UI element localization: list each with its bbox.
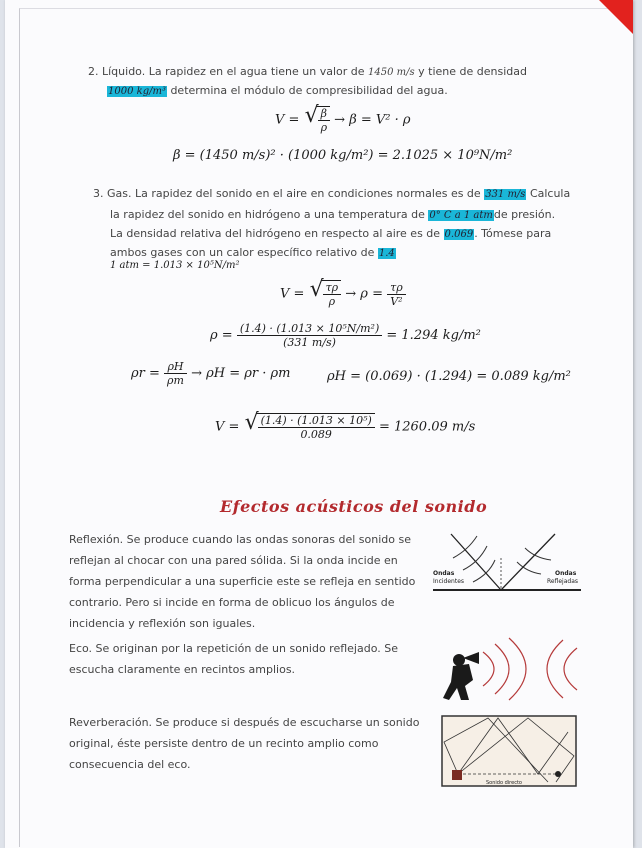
problem-3-text-g: ambos gases con un calor específico relativo de xyxy=(110,246,375,259)
sound-source xyxy=(452,770,462,780)
echo-waves xyxy=(483,638,577,700)
eq-mid: → ρ = xyxy=(345,286,383,302)
eq-lhs: V = xyxy=(215,419,240,435)
problem-2-equation-2: β = (1450 m/s)² · (1000 kg/m²) = 2.1025 × 10⁹N/m² xyxy=(173,148,513,163)
eco-line-2: escucha claramente en recintos amplios. xyxy=(69,663,296,676)
problem-3-density-highlight: 0.069 xyxy=(444,229,474,240)
reflexion-line-2: reflejan al chocar con una pared sólida. Si la onda incide en xyxy=(69,554,398,567)
problem-2-line-2 xyxy=(107,81,448,101)
reflexion-line-3: forma perpendicular a una superficie este se refleja en sentido xyxy=(69,575,416,588)
listener xyxy=(555,771,561,777)
denominator: ρ xyxy=(320,121,328,134)
denominator: ρm xyxy=(167,374,184,387)
fig-label-right-2: Reflejadas xyxy=(547,578,579,585)
eq-rhs: = 1.294 kg/m² xyxy=(386,328,481,343)
reflexion-line-5: incidencia y reflexión son iguales. xyxy=(69,617,256,630)
reverberacion-line-2: original, éste persiste dentro de un recinto amplio como xyxy=(69,737,379,750)
problem-2-line-1 xyxy=(88,62,527,82)
problem-3-text-d: de presión. xyxy=(493,208,556,221)
sqrt xyxy=(321,280,342,308)
eq-rhs: → ρH = ρr · ρm xyxy=(191,366,291,381)
fraction xyxy=(237,322,382,349)
problem-3-gamma-highlight: 1.4 xyxy=(378,248,395,259)
section-title: Efectos acústicos del sonido xyxy=(220,497,488,516)
eq-lhs: ρ = xyxy=(210,328,233,343)
denominator: ρ xyxy=(328,295,336,308)
fraction xyxy=(323,281,342,308)
numerator: ρH xyxy=(164,360,187,374)
incident-wave-2 xyxy=(463,546,487,570)
eq-rhs: = 1260.09 m/s xyxy=(378,419,476,435)
fraction xyxy=(258,414,375,441)
problem-3-conditions-highlight: 0° C a 1 atm xyxy=(429,210,493,221)
fig-label-left-2: Incidentes xyxy=(433,578,465,585)
denominator: (331 m/s) xyxy=(283,336,336,349)
problem-2-text-b: y tiene de densidad xyxy=(418,65,527,78)
problem-3-equation-4 xyxy=(215,413,475,441)
eq-lhs: ρr = xyxy=(131,366,160,381)
red-corner-tab xyxy=(599,0,633,34)
numerator: (1.4) · (1.013 × 10⁵N/m²) xyxy=(237,322,382,336)
problem-3-text-c: la rapidez del sonido en hidrógeno a una temperatura de xyxy=(110,208,425,221)
problem-3-text-f: . Tómese para xyxy=(474,227,552,240)
fraction xyxy=(318,107,330,134)
eq-rhs: → β = V² · ρ xyxy=(334,112,411,128)
reverberation-diagram xyxy=(438,712,580,792)
numerator: τρ xyxy=(387,281,406,295)
reflected-wave-1 xyxy=(525,548,551,560)
denominator: V² xyxy=(390,294,403,308)
document-page xyxy=(5,0,633,848)
reverberacion-line-1: Reverberación. Se produce si después de escucharse un sonido xyxy=(69,716,420,729)
problem-3-text-b: Calcula xyxy=(529,187,571,200)
problem-2-speed: 1450 m/s xyxy=(368,67,415,78)
direct-sound-label: Sonido directo xyxy=(486,780,522,786)
problem-3-text-a: Gas. La rapidez del sonido en el aire en condiciones normales es de xyxy=(107,187,481,200)
sqrt xyxy=(316,106,330,134)
reverberacion-line-3: consecuencia del eco. xyxy=(69,758,191,771)
problem-3-equation-3b: ρH = (0.069) · (1.294) = 0.089 kg/m² xyxy=(327,369,571,384)
denominator: 0.089 xyxy=(300,428,332,441)
problem-3-line-2 xyxy=(110,205,555,225)
sqrt xyxy=(256,413,375,441)
fig-label-right-1: Ondas xyxy=(555,570,577,577)
fraction-right xyxy=(387,281,406,308)
eq-lhs: V = xyxy=(280,286,305,302)
echo-illustration xyxy=(443,634,583,704)
numerator: √ (1.4) · (1.013 × 10⁵) xyxy=(258,414,375,428)
person-silhouette xyxy=(443,652,479,700)
problem-3-text-e: La densidad relativa del hidrógeno en respecto al aire es de xyxy=(110,227,441,240)
problem-2-density-highlight: 1000 kg/m³ xyxy=(108,86,166,97)
problem-3-line-1 xyxy=(93,184,570,204)
problem-3-number: 3. xyxy=(93,187,104,200)
fig-label-left-1: Ondas xyxy=(433,570,455,577)
reflection-diagram xyxy=(433,528,583,598)
problem-2-text-a: Líquido. La rapidez en el agua tiene un valor de xyxy=(102,65,365,78)
problem-3-equation-1 xyxy=(280,280,406,308)
numerator: √ β xyxy=(318,107,330,121)
reflected-wave-2 xyxy=(517,562,541,574)
problem-3-atm-conversion: 1 atm = 1.013 × 10⁵N/m² xyxy=(110,260,240,271)
problem-3-equation-3 xyxy=(131,360,290,387)
problem-3-line-3 xyxy=(110,224,551,244)
reflexion-line-4: contrario. Pero si incide en forma de oblicuo los ángulos de xyxy=(69,596,395,609)
problem-2-number: 2. xyxy=(88,65,99,78)
problem-3-equation-2 xyxy=(210,322,481,349)
eq-lhs: V = xyxy=(275,112,300,128)
problem-2-text-c: determina el módulo de compresibilidad del agua. xyxy=(170,84,448,97)
eco-line-1: Eco. Se originan por la repetición de un sonido reflejado. Se xyxy=(69,642,398,655)
reflexion-line-1: Reflexión. Se produce cuando las ondas sonoras del sonido se xyxy=(69,533,411,546)
numerator: √ τρ xyxy=(323,281,342,295)
problem-3-speed-highlight: 331 m/s xyxy=(485,189,526,200)
fraction xyxy=(164,360,187,387)
problem-2-equation-1 xyxy=(275,106,411,134)
